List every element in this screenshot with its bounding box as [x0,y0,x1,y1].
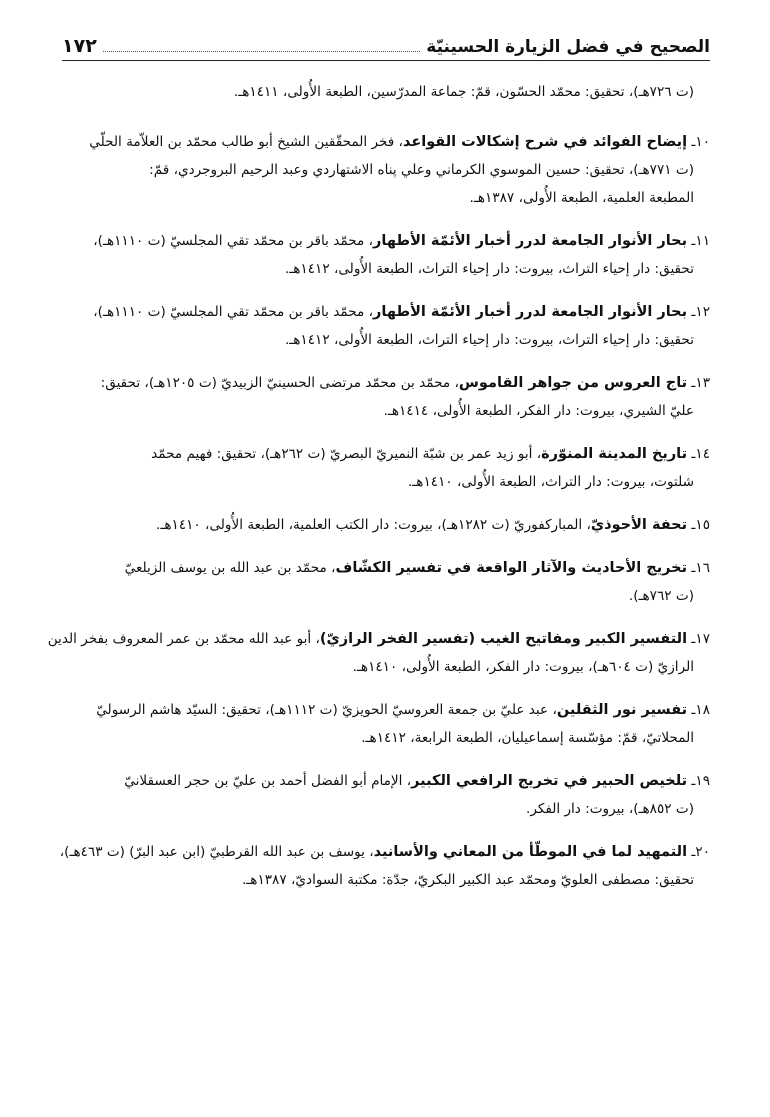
entry-number: ١٩ـ [687,773,710,789]
entry-continuation: (ت ٧٦٢هـ). [628,588,694,604]
entry-line [62,653,710,681]
entry-number: ١٣ـ [687,375,710,391]
entry-details: ، عبد عليّ بن جمعة العروسيّ الحويزيّ (ت ١١١٢هـ)، تحقيق: السيّد هاشم الرسوليّ [96,702,557,718]
dotted-leader [103,51,420,52]
book-title: تحفة الأحوذيّ [590,517,688,533]
entry-number: ٢٠ـ [687,844,710,860]
entry-details: ، الإمام أبو الفضل أحمد بن عليّ بن حجر العسقلانيّ [124,773,412,789]
book-title: إيضاح الفوائد في شرح إشكالات القواعد [402,134,688,150]
page-number: ١٧٢ [62,35,97,57]
bibliography-entry [62,511,710,539]
entry-line [62,554,710,582]
entry-number: ١٨ـ [687,702,710,718]
book-title: بحار الأنوار الجامعة لدرر أخبار الأئمّة الأطهار [373,233,688,249]
entry-line [62,227,710,255]
entry-continuation: (ت ٧٢٦هـ)، تحقيق: محمّد الحسّون، قمّ: جماعة المدرّسين، الطبعة الأُولى، ١٤١١هـ. [233,84,694,100]
entry-details: ، يوسف بن عبد الله القرطبيّ (ابن عبد البرّ) (ت ٤٦٣هـ)، [59,844,374,860]
book-title: تلخيص الحبير في تخريج الرافعي الكبير [411,773,688,789]
bibliography-entry [59,838,710,894]
entry-line [59,838,710,866]
entry-line [62,397,710,425]
book-title: تاريخ المدينة المنوّرة [541,446,688,462]
bibliography-entry [47,625,710,681]
entry-number: ١٤ـ [687,446,710,462]
entry-line [62,369,710,397]
entry-number: ١٠ـ [687,134,710,150]
bibliography-entry [62,767,710,823]
entry-line [62,78,710,106]
entry-line [62,326,710,354]
running-title: الصحيح في فضل الزيارة الحسينيّة [426,37,710,57]
entry-continuation: شلتوت، بيروت: دار التراث، الطبعة الأُولى، ١٤١٠هـ. [407,474,694,490]
bibliography-entry [62,298,710,354]
entry-line [62,866,710,894]
entry-line [62,767,710,795]
book-title: بحار الأنوار الجامعة لدرر أخبار الأئمّة الأطهار [373,304,688,320]
book-title: تفسير نور الثقلين [556,702,688,718]
book-title: التمهيد لما في الموطّأ من المعاني والأسانيد [373,844,688,860]
entry-continuation: (ت ٨٥٢هـ)، بيروت: دار الفكر. [526,801,694,817]
book-title: تخريج الأحاديث والآثار الواقعة في تفسير الكشّاف [335,560,688,576]
entry-number: ١٥ـ [687,517,710,533]
entry-number: ١٢ـ [687,304,710,320]
entry-number: ١١ـ [687,233,710,249]
entry-line [62,156,710,184]
entry-number: ١٧ـ [687,631,710,647]
bibliography-entry [62,227,710,283]
entry-line [62,696,710,724]
page-header [62,30,710,61]
entry-line [62,795,710,823]
bibliography-entry [62,78,710,106]
entry-line [62,255,710,283]
entry-line [62,298,710,326]
entry-details: ، المباركفوريّ (ت ١٢٨٢هـ)، بيروت: دار الكتب العلمية، الطبعة الأُولى، ١٤١٠هـ. [156,517,591,533]
entry-continuation: الرازيّ (ت ٦٠٤هـ)، بيروت: دار الفكر، الطبعة الأُولى، ١٤١٠هـ. [352,659,694,675]
entry-continuation: المطبعة العلمية، الطبعة الأُولى، ١٣٨٧هـ. [469,190,694,206]
book-title: التفسير الكبير ومفاتيح الغيب (تفسير الفخر الرازيّ) [319,631,688,647]
bibliography-entry [62,369,710,425]
entry-details: ، محمّد باقر بن محمّد تقي المجلسيّ (ت ١١١٠هـ)، [93,304,374,320]
entry-details: ، فخر المحقّقين الشيخ أبو طالب محمّد بن العلاّمة الحلّي [89,134,403,150]
entry-line [62,582,710,610]
entry-details: ، محمّد بن عبد الله بن يوسف الزيلعيّ [124,560,336,576]
entry-line [62,128,710,156]
entry-continuation: المحلاتيّ، قمّ: مؤسّسة إسماعيليان، الطبعة الرابعة، ١٤١٢هـ. [361,730,694,746]
entry-line [62,724,710,752]
bibliography-entry [62,128,710,212]
entry-number: ١٦ـ [687,560,710,576]
entry-continuation: عليّ الشيري، بيروت: دار الفكر، الطبعة الأُولى، ١٤١٤هـ. [383,403,694,419]
book-title: تاج العروس من جواهر القاموس [458,375,688,391]
entry-details: ، أبو زيد عمر بن شبّة النميريّ البصريّ (ت ٢٦٢هـ)، تحقيق: فهيم محمّد [151,446,542,462]
entry-line [62,440,710,468]
entry-line [62,511,710,539]
bibliography-entry [62,554,710,610]
entry-continuation: (ت ٧٧١هـ)، تحقيق: حسين الموسوي الكرماني وعلي پناه الاشتهاردي وعبد الرحيم البروجردي، قمّ: [149,162,694,178]
bibliography-entry [62,696,710,752]
bibliography-list [47,78,710,909]
bibliography-entry [62,440,710,496]
entry-continuation: تحقيق: دار إحياء التراث، بيروت: دار إحياء التراث، الطبعة الأُولى، ١٤١٢هـ. [284,261,694,277]
entry-line [62,184,710,212]
entry-line [62,468,710,496]
entry-details: ، محمّد باقر بن محمّد تقي المجلسيّ (ت ١١١٠هـ)، [93,233,374,249]
entry-continuation: تحقيق: مصطفى العلويّ ومحمّد عبد الكبير البكريّ، جدّة: مكتبة السواديّ، ١٣٨٧هـ. [241,872,694,888]
entry-details: ، أبو عبد الله محمّد بن عمر المعروف بفخر الدين [47,631,320,647]
entry-continuation: تحقيق: دار إحياء التراث، بيروت: دار إحياء التراث، الطبعة الأُولى، ١٤١٢هـ. [284,332,694,348]
entry-details: ، محمّد بن محمّد مرتضى الحسينيّ الزبيديّ (ت ١٢٠٥هـ)، تحقيق: [100,375,459,391]
entry-line [47,625,710,653]
